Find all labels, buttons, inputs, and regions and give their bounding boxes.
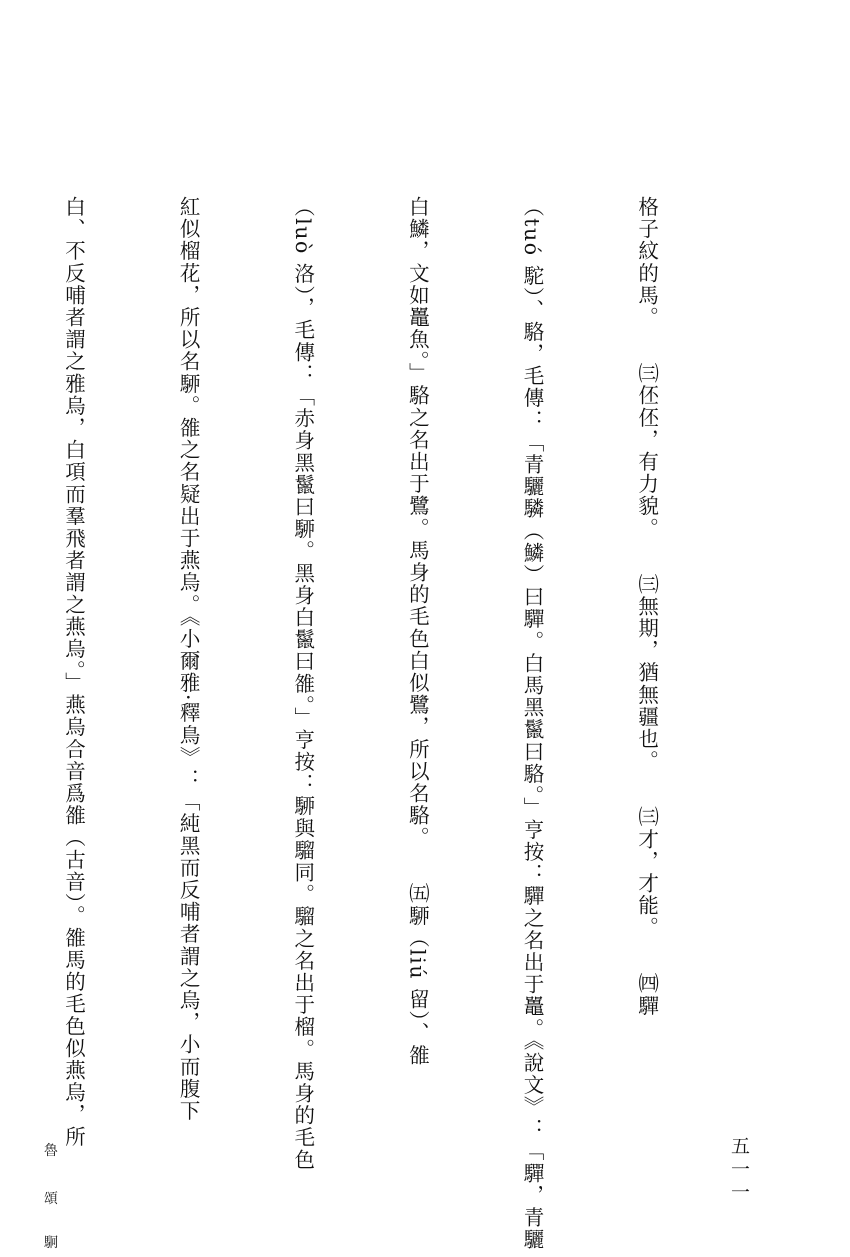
text-column-5: 紅似榴花，所以名駵。雒之名疑出于燕烏。《小爾雅·釋鳥》：「純黑而反哺者謂之烏，小而腹下 <box>176 196 201 1123</box>
text-column-2: （tuó 駝）、駱，毛傳：「青驪驎（鱗）曰驒。白馬黑鬣曰駱。」亨按：驒之名出于鼉。《說文》：「驒，青驪 <box>519 196 544 1251</box>
running-head-char-2: 頌 <box>44 1191 58 1207</box>
running-head-char-1: 魯 <box>44 1143 58 1159</box>
text-column-6: 白、不反哺者謂之雅烏，白項而羣飛者謂之燕烏。」燕烏合音爲雒（古音）。雒馬的毛色似燕烏，所 <box>61 196 86 1148</box>
commentary-text <box>61 196 742 1251</box>
text-column-1: 格子紋的馬。 ㈢伾伾，有力貌。 ㈢無期，猶無疆也。 ㈢才，才能。 ㈣驒 <box>634 196 659 1017</box>
running-head-char-3: 駉 <box>44 1235 58 1251</box>
text-column-3: 白鱗，文如鼉魚。」駱之名出于鷺。馬身的毛色白似鷺，所以名駱。 ㈤駵（liú 留）、雒 <box>405 196 430 1067</box>
page-number: 五一一 <box>728 1136 750 1205</box>
text-column-4: （luò 洛），毛傳：「赤身黑鬣曰駵。黑身白鬣曰雒。」亨按：駵與騮同。騮之名出于榴。馬身的毛色 <box>290 196 315 1171</box>
